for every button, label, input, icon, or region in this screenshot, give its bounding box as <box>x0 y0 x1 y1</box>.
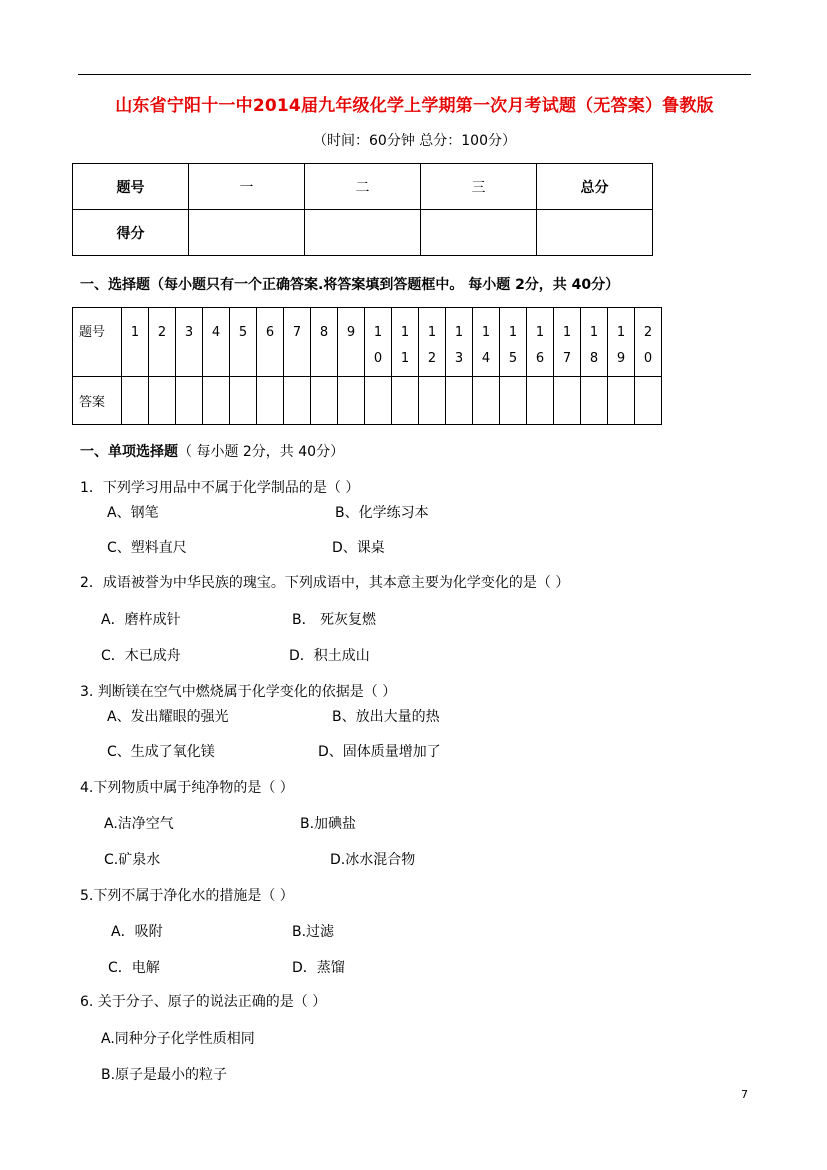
score-cell[interactable] <box>537 210 653 256</box>
answer-table-number: 2 0 <box>635 308 662 377</box>
score-header-3: 三 <box>421 164 537 210</box>
answer-table <box>72 307 662 425</box>
question-1-stem: 1．下列学习用品中不属于化学制品的是（ ） <box>80 480 360 496</box>
question-2-option-a: A．磨杵成针 <box>101 612 181 628</box>
question-4-option-c: C.矿泉水 <box>104 852 161 868</box>
answer-cell[interactable] <box>581 377 608 425</box>
answer-cell[interactable] <box>257 377 284 425</box>
answer-table-number: 8 <box>311 308 338 377</box>
question-1-option-a: A、钢笔 <box>107 505 159 521</box>
answer-table-number: 2 <box>149 308 176 377</box>
question-5-option-a: A．吸附 <box>111 924 163 940</box>
section2-heading: 一、单项选择题（ 每小题 2分，共 40分） <box>80 444 345 460</box>
answer-cell[interactable] <box>122 377 149 425</box>
answer-cell[interactable] <box>554 377 581 425</box>
score-cell[interactable] <box>421 210 537 256</box>
question-4-option-a: A.洁净空气 <box>104 816 174 832</box>
answer-table-number: 7 <box>284 308 311 377</box>
question-3-stem: 3. 判断镁在空气中燃烧属于化学变化的依据是（ ） <box>80 684 397 700</box>
question-3-option-a: A、发出耀眼的强光 <box>107 709 229 725</box>
question-4-option-b: B.加碘盐 <box>300 816 357 832</box>
exam-title: 山东省宁阳十一中2014届九年级化学上学期第一次月考试题（无答案）鲁教版 <box>115 96 714 116</box>
score-header-label: 题号 <box>73 164 189 210</box>
answer-cell[interactable] <box>635 377 662 425</box>
question-5-stem: 5.下列不属于净化水的措施是（ ） <box>80 888 294 904</box>
answer-table-number: 1 9 <box>608 308 635 377</box>
question-6-option-b: B.原子是最小的粒子 <box>101 1067 228 1083</box>
answer-cell[interactable] <box>392 377 419 425</box>
answer-cell[interactable] <box>365 377 392 425</box>
question-5-option-c: C．电解 <box>108 960 160 976</box>
answer-cell[interactable] <box>527 377 554 425</box>
question-1-option-d: D、课桌 <box>332 540 385 556</box>
answer-cell[interactable] <box>284 377 311 425</box>
question-2-option-c: C．木已成舟 <box>101 648 181 664</box>
answer-table-number: 9 <box>338 308 365 377</box>
answer-cell[interactable] <box>473 377 500 425</box>
question-1-option-b: B、化学练习本 <box>335 505 429 521</box>
question-2-stem: 2．成语被誉为中华民族的瑰宝。下列成语中，其本意主要为化学变化的是（ ） <box>80 575 570 591</box>
question-5-option-b: B.过滤 <box>292 924 335 940</box>
answer-table-number: 6 <box>257 308 284 377</box>
exam-subtitle: （时间：60分钟 总分：100分） <box>313 133 516 149</box>
page-number: 7 <box>741 1088 748 1101</box>
answer-table-number: 1 8 <box>581 308 608 377</box>
answer-table-number: 5 <box>230 308 257 377</box>
answer-cell[interactable] <box>446 377 473 425</box>
answer-table-number-label: 题号 <box>73 308 122 377</box>
score-table <box>72 163 653 256</box>
answer-table-number: 1 3 <box>446 308 473 377</box>
answer-table-number: 1 0 <box>365 308 392 377</box>
question-4-option-d: D.冰水混合物 <box>330 852 416 868</box>
answer-cell[interactable] <box>230 377 257 425</box>
answer-table-number: 1 5 <box>500 308 527 377</box>
score-cell[interactable] <box>305 210 421 256</box>
score-header-total: 总分 <box>537 164 653 210</box>
answer-table-number: 4 <box>203 308 230 377</box>
answer-cell[interactable] <box>338 377 365 425</box>
answer-cell[interactable] <box>149 377 176 425</box>
score-cell[interactable] <box>189 210 305 256</box>
answer-table-number: 1 7 <box>554 308 581 377</box>
answer-table-number: 1 1 <box>392 308 419 377</box>
answer-table-number: 3 <box>176 308 203 377</box>
answer-cell[interactable] <box>203 377 230 425</box>
question-1-option-c: C、塑料直尺 <box>107 540 187 556</box>
question-6-stem: 6. 关于分子、原子的说法正确的是（ ） <box>80 994 327 1010</box>
question-6-option-a: A.同种分子化学性质相同 <box>101 1031 255 1047</box>
header-rule <box>78 74 751 75</box>
answer-table-number: 1 2 <box>419 308 446 377</box>
question-3-option-b: B、放出大量的热 <box>332 709 440 725</box>
answer-cell[interactable] <box>311 377 338 425</box>
question-2-option-b: B． 死灰复燃 <box>292 612 377 628</box>
answer-cell[interactable] <box>176 377 203 425</box>
score-header-2: 二 <box>305 164 421 210</box>
answer-table-answer-label: 答案 <box>73 377 122 425</box>
answer-cell[interactable] <box>608 377 635 425</box>
question-4-stem: 4.下列物质中属于纯净物的是（ ） <box>80 780 294 796</box>
score-header-1: 一 <box>189 164 305 210</box>
answer-cell[interactable] <box>419 377 446 425</box>
section1-heading: 一、选择题（每小题只有一个正确答案.将答案填到答题框中。 每小题 2分，共 40分） <box>80 277 620 293</box>
question-2-option-d: D．积土成山 <box>289 648 370 664</box>
question-3-option-d: D、固体质量增加了 <box>318 744 441 760</box>
question-3-option-c: C、生成了氧化镁 <box>107 744 215 760</box>
answer-table-number: 1 6 <box>527 308 554 377</box>
score-row-label: 得分 <box>73 210 189 256</box>
answer-table-number: 1 4 <box>473 308 500 377</box>
answer-table-number: 1 <box>122 308 149 377</box>
answer-cell[interactable] <box>500 377 527 425</box>
question-5-option-d: D．蒸馏 <box>292 960 345 976</box>
